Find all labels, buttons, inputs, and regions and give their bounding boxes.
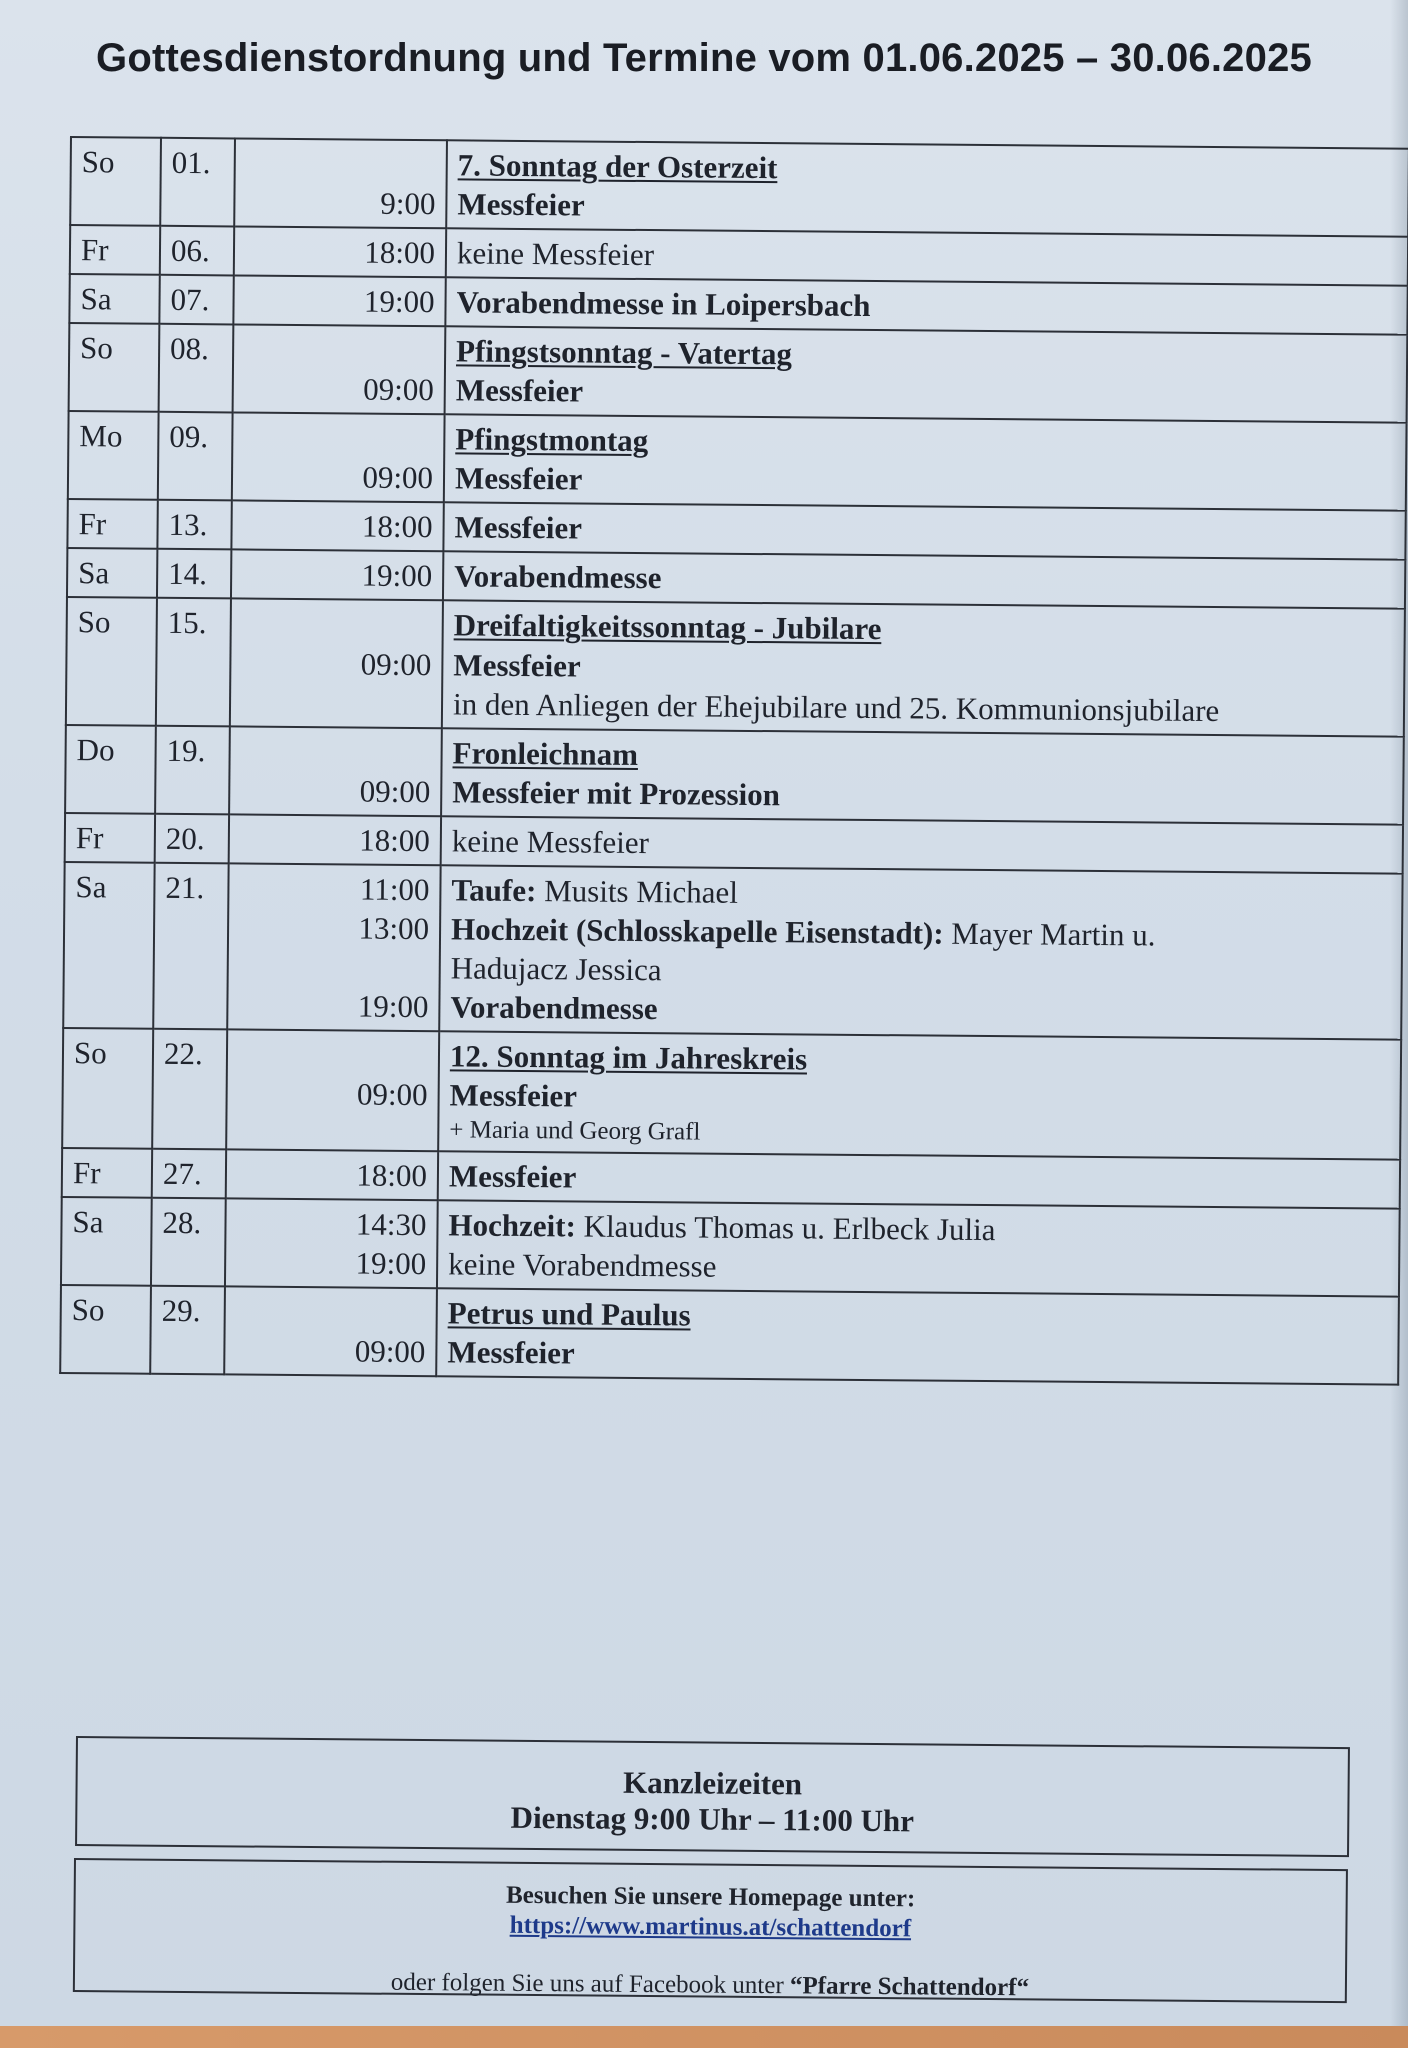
schedule-row <box>62 1028 1401 1159</box>
time-value: 09:00 <box>354 1333 426 1369</box>
time-cell <box>230 599 443 728</box>
weekday-cell: Fr <box>70 225 160 275</box>
weekday-cell: Sa <box>67 548 157 598</box>
time-spacer <box>246 144 436 185</box>
description-cell <box>438 1151 1400 1208</box>
date-cell: 01. <box>160 138 235 227</box>
time-spacer <box>240 731 430 772</box>
event-line: Messfeier <box>447 1334 575 1371</box>
table-surface <box>0 2026 1408 2048</box>
office-hours-box <box>75 1736 1350 1857</box>
page-title: Gottesdienstordnung und Termine vom 01.06.2025 – 30.06.2025 <box>96 36 1312 80</box>
date-cell: 07. <box>159 275 233 325</box>
description-cell <box>446 228 1408 285</box>
time-spacer <box>236 1291 426 1332</box>
date-cell: 22. <box>152 1029 227 1149</box>
time-cell <box>232 413 445 503</box>
weekday-cell: Fr <box>62 1148 152 1198</box>
time-cell <box>224 1286 437 1376</box>
time-cell <box>233 325 446 415</box>
description-cell <box>439 865 1402 1040</box>
time-value: 09:00 <box>363 371 434 408</box>
weekday-cell: Mo <box>68 411 159 500</box>
event-line: + Maria und Georg Grafl <box>449 1116 701 1146</box>
time-cell <box>226 1029 439 1150</box>
time-spacer <box>244 330 434 371</box>
event-line: Messfeier <box>454 509 583 546</box>
feast-title: 7. Sonntag der Osterzeit <box>457 147 778 186</box>
weekday-cell: Fr <box>65 813 155 863</box>
time-value: 19:00 <box>363 283 435 320</box>
event-line: keine Vorabendmesse <box>448 1245 717 1284</box>
date-cell: 29. <box>150 1285 225 1374</box>
description-cell <box>436 1288 1399 1384</box>
weekday-cell: So <box>69 323 160 412</box>
event-label: Taufe: <box>451 872 537 908</box>
event-line: Messfeier <box>454 460 583 497</box>
schedule-row <box>60 1285 1399 1385</box>
homepage-intro: Besuchen Sie unsere Homepage unter: <box>505 1881 916 1913</box>
time-cell <box>233 276 445 327</box>
description-cell <box>443 503 1405 560</box>
time-spacer <box>243 418 433 459</box>
time-cell <box>229 726 442 816</box>
date-cell: 27. <box>152 1148 226 1198</box>
time-cell <box>229 814 441 865</box>
event-text: Mayer Martin u. <box>943 915 1156 953</box>
schedule-row <box>66 597 1405 736</box>
weekday-cell: Sa <box>61 1197 152 1286</box>
time-cell <box>234 138 447 228</box>
event-line: Vorabendmesse <box>450 989 658 1027</box>
time-value: 09:00 <box>356 1076 428 1113</box>
time-value: 18:00 <box>364 234 436 271</box>
feast-title: 12. Sonntag im Jahreskreis <box>449 1038 808 1077</box>
weekday-cell: So <box>60 1285 151 1374</box>
homepage-link[interactable]: https://www.martinus.at/schattendorf <box>509 1911 912 1943</box>
event-line: Messfeier <box>453 646 581 683</box>
date-cell: 21. <box>153 863 228 1030</box>
time-spacer <box>242 604 432 645</box>
event-line: keine Messfeier <box>451 823 650 860</box>
feast-title: Fronleichnam <box>452 734 639 772</box>
facebook-name: “Pfarre Schattendorf“ <box>789 1972 1030 2002</box>
time-value: 19:00 <box>361 557 433 594</box>
time-value: 11:00 <box>359 871 430 907</box>
schedule-row <box>63 862 1402 1040</box>
description-cell <box>442 601 1405 737</box>
event-line: Vorabendmesse <box>454 558 662 596</box>
description-cell <box>441 728 1404 824</box>
time-value: 09:00 <box>360 646 432 682</box>
schedule-row <box>70 137 1408 237</box>
time-value: 09:00 <box>359 773 431 809</box>
feast-title: Pfingstmontag <box>455 421 649 459</box>
time-value: 18:00 <box>361 508 433 545</box>
weekday-cell: So <box>66 597 157 725</box>
schedule-row <box>65 725 1404 825</box>
time-value: 9:00 <box>380 185 436 222</box>
weekday-cell: So <box>70 137 161 226</box>
time-cell <box>231 501 443 552</box>
event-line: Messfeier <box>457 186 585 223</box>
schedule-body <box>60 137 1408 1384</box>
time-value: 13:00 <box>358 910 430 946</box>
event-line: in den Anliegen der Ehejubilare und 25. Kommunionsjubilare <box>452 685 1220 728</box>
date-cell: 28. <box>151 1197 226 1286</box>
feast-title: Dreifaltigkeitssonntag - Jubilare <box>453 607 882 647</box>
time-value: 19:00 <box>357 988 429 1025</box>
weekday-cell: So <box>62 1028 153 1148</box>
description-cell <box>446 140 1408 236</box>
weekday-cell: Sa <box>69 274 159 324</box>
schedule-row <box>61 1197 1400 1297</box>
office-hours-time: Dienstag 9:00 Uhr – 11:00 Uhr <box>510 1799 915 1839</box>
description-cell <box>441 816 1403 873</box>
event-label: Hochzeit: <box>448 1206 577 1244</box>
event-line: Messfeier <box>455 372 584 409</box>
weekday-cell: Do <box>65 725 156 814</box>
event-text: Musits Michael <box>536 872 739 910</box>
feast-title: Pfingstsonntag - Vatertag <box>455 333 793 372</box>
date-cell: 08. <box>159 324 234 413</box>
time-spacer <box>239 946 429 987</box>
date-cell: 20. <box>155 813 229 863</box>
event-line: Messfeier <box>449 1077 578 1114</box>
schedule-table <box>59 136 1408 1385</box>
description-cell <box>445 277 1407 334</box>
event-line: Messfeier <box>448 1157 577 1194</box>
event-line: Messfeier mit Prozession <box>452 774 781 812</box>
date-cell: 15. <box>156 598 231 726</box>
weekday-cell: Sa <box>63 862 154 1029</box>
event-text: Klaudus Thomas u. Erlbeck Julia <box>575 1208 996 1247</box>
date-cell: 14. <box>157 549 231 599</box>
time-value: 18:00 <box>356 1157 428 1193</box>
time-cell <box>226 1149 438 1200</box>
time-cell <box>234 227 446 278</box>
description-cell <box>443 552 1405 609</box>
homepage-box <box>73 1858 1348 2003</box>
date-cell: 06. <box>160 226 234 276</box>
event-label: Hochzeit (Schlosskapelle Eisenstadt): <box>450 911 944 951</box>
time-spacer <box>238 1034 428 1075</box>
schedule-row <box>69 323 1408 423</box>
description-cell <box>438 1031 1401 1159</box>
event-line: Vorabendmesse in Loipersbach <box>456 284 871 324</box>
date-cell: 09. <box>158 412 233 501</box>
description-cell <box>437 1200 1400 1296</box>
time-value: 19:00 <box>355 1245 427 1281</box>
event-line: Hadujacz Jessica <box>450 950 662 988</box>
time-cell <box>231 550 443 601</box>
schedule-row <box>68 411 1407 511</box>
weekday-cell: Fr <box>67 499 157 549</box>
event-line: keine Messfeier <box>456 235 655 273</box>
time-cell <box>225 1198 438 1288</box>
description-cell <box>445 326 1408 422</box>
date-cell: 19. <box>155 725 230 814</box>
time-value: 18:00 <box>359 822 431 858</box>
time-value: 09:00 <box>362 459 434 496</box>
description-cell <box>444 415 1407 511</box>
date-cell: 13. <box>157 500 231 550</box>
time-cell <box>227 863 440 1031</box>
facebook-prefix: oder folgen Sie uns auf Facebook unter <box>390 1968 791 2000</box>
feast-title: Petrus und Paulus <box>447 1295 691 1333</box>
office-hours-heading: Kanzleizeiten <box>622 1764 803 1802</box>
time-value: 14:30 <box>355 1206 427 1242</box>
